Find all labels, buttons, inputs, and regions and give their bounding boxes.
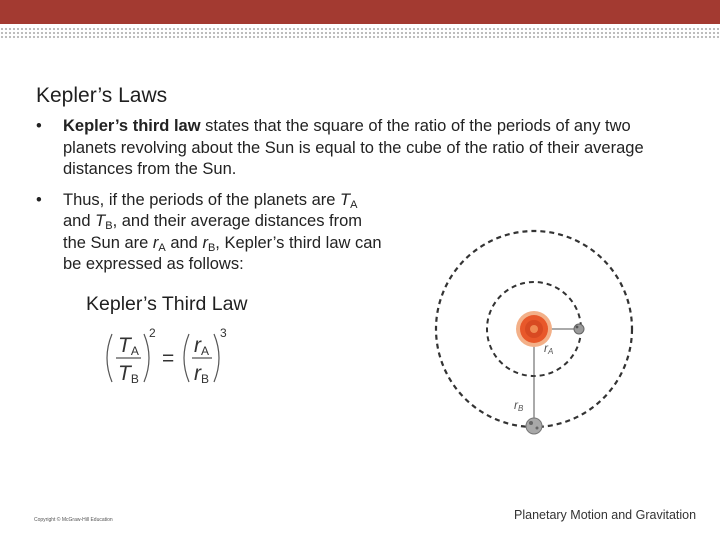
kepler-third-law-formula [96,322,246,392]
paren-left-close [144,334,149,382]
paren-left-open [107,334,112,382]
copyright-notice: Copyright © McGraw-Hill Education [34,517,113,523]
bullet-symbol: • [36,117,42,135]
slide-title: Kepler’s Laws [36,84,168,107]
formula-den-right: $r_B$ [194,362,210,386]
var-TA: T [340,190,351,209]
var-rB: r [202,233,208,252]
var-rA: r [152,233,159,252]
sub-B: B [207,241,216,254]
bullet-2-text-1: Thus, if the periods of the planets are [63,190,340,209]
orbit-diagram [410,195,710,465]
sub-A: A [350,198,358,211]
planet-a [574,324,584,334]
paren-right-open [184,334,189,382]
section-subtitle: Kepler’s Third Law [86,293,248,315]
sub-B: B [105,220,113,232]
formula-exp-right: 3 [220,326,227,340]
paren-right-close [214,334,219,382]
bullet-1 [36,116,676,181]
term-keplers-third-law: Kepler’s third law [63,117,201,135]
formula-den-left: $T_B$ [118,362,139,386]
bullet-2-text-3: , and their average distances from the Sun are [63,212,363,252]
bullet-2-text-2: and [63,212,96,230]
dotted-divider [0,27,720,40]
label-rA: rA [544,341,554,356]
planet-b [526,418,542,434]
var-TB: T [95,212,106,230]
formula-equals: = [162,347,175,370]
label-rB: rB [514,398,524,413]
top-banner [0,0,720,24]
bullet-1-text: states that the square of the ratio of the periods of any two planets revolving about the Sun is equal to the cube of the ratio of their average distances from the Sun. [63,117,644,178]
bullet-2 [36,190,383,276]
formula-exp-left: 2 [149,326,156,340]
bullet-symbol: • [36,190,42,209]
bullet-2-text-4: and [165,233,203,252]
bullet-2-text-5: , Kepler’s third law can be expressed as follows: [63,233,382,273]
footer-title: Planetary Motion and Gravitation [514,508,697,522]
formula-num-left: $T_A$ [118,334,139,358]
formula-num-right: $r_A$ [194,334,210,358]
sub-A: A [158,241,166,254]
